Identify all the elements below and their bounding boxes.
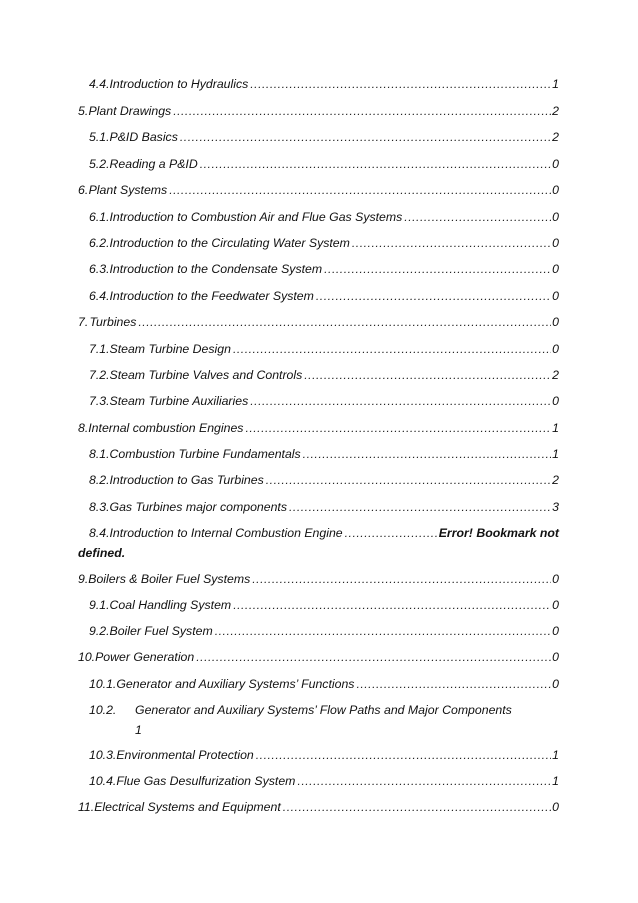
- toc-page: 0: [552, 677, 559, 691]
- toc-entry[interactable]: [78, 745, 559, 765]
- toc-leader: [138, 312, 551, 332]
- toc-page: 0: [552, 572, 559, 586]
- toc-leader: [196, 647, 551, 667]
- toc-title: Steam Turbine Valves and Controls: [109, 368, 303, 382]
- toc-page: 0: [552, 394, 559, 408]
- toc-number: 7.1.: [89, 342, 110, 356]
- toc-title: Boilers & Boiler Fuel Systems: [88, 572, 251, 586]
- toc-leader: [180, 127, 551, 147]
- toc-entry[interactable]: [78, 797, 559, 817]
- toc-page: 1: [552, 748, 559, 762]
- toc-leader: [283, 797, 551, 817]
- toc-page: 0: [552, 800, 559, 814]
- toc-entry[interactable]: [78, 259, 559, 279]
- toc-number: 10.4.: [89, 774, 117, 788]
- toc-number: 10.: [78, 650, 96, 664]
- toc-title: Plant Systems: [88, 183, 168, 197]
- toc-title: Introduction to Internal Combustion Engine: [109, 526, 343, 540]
- toc-number: 10.2.: [89, 703, 117, 717]
- toc-entry-error[interactable]: [78, 523, 559, 543]
- toc-page: 2: [552, 104, 559, 118]
- toc-page: 0: [552, 183, 559, 197]
- toc-entry[interactable]: [78, 771, 559, 791]
- toc-entry[interactable]: [78, 207, 559, 227]
- toc-title: Steam Turbine Auxiliaries: [109, 394, 249, 408]
- toc-page: 0: [552, 157, 559, 171]
- toc-number: 9.2.: [89, 624, 110, 638]
- toc-leader: [316, 286, 551, 306]
- bookmark-error-text: Error! Bookmark not: [438, 526, 559, 540]
- toc-title: Introduction to the Feedwater System: [109, 289, 314, 303]
- toc-entry[interactable]: [78, 154, 559, 174]
- toc-page: 0: [552, 342, 559, 356]
- toc-number: 6.1.: [89, 210, 110, 224]
- toc-entry[interactable]: [78, 647, 559, 667]
- toc-title: Plant Drawings: [88, 104, 172, 118]
- toc-number: 8.1.: [89, 447, 110, 461]
- toc-leader: [169, 180, 551, 200]
- toc-title: Reading a P&ID: [109, 157, 198, 171]
- toc-entry[interactable]: [78, 470, 559, 490]
- toc-leader: [352, 233, 551, 253]
- bookmark-error-continuation: defined.: [78, 546, 126, 560]
- toc-leader: [289, 497, 551, 517]
- toc-number: 8.2.: [89, 473, 110, 487]
- toc-leader: [345, 523, 438, 543]
- toc-title: Gas Turbines major components: [109, 500, 287, 514]
- toc-page: 2: [552, 473, 559, 487]
- toc-leader: [250, 391, 551, 411]
- toc-entry[interactable]: [78, 391, 559, 411]
- toc-entry[interactable]: [78, 312, 559, 332]
- toc-entry[interactable]: [78, 180, 559, 200]
- toc-number: 9.1.: [89, 598, 110, 612]
- toc-entry[interactable]: [78, 74, 559, 94]
- toc-title: Coal Handling System: [109, 598, 232, 612]
- toc-leader: [215, 621, 551, 641]
- toc-number: 6.2.: [89, 236, 110, 250]
- toc-leader: [233, 339, 551, 359]
- toc-number: 7.: [78, 315, 89, 329]
- toc-leader: [266, 470, 551, 490]
- toc-entry[interactable]: [78, 365, 559, 385]
- toc-leader: [173, 101, 551, 121]
- toc-entry[interactable]: [78, 286, 559, 306]
- toc-entry[interactable]: [78, 339, 559, 359]
- toc-leader: [297, 771, 551, 791]
- toc-number: 11.: [78, 800, 95, 814]
- toc-page: 0: [552, 210, 559, 224]
- toc-title: Power Generation: [95, 650, 195, 664]
- toc-page: 3: [552, 500, 559, 514]
- toc-title: Internal combustion Engines: [88, 421, 244, 435]
- toc-number: 6.4.: [89, 289, 110, 303]
- toc-page: 2: [552, 130, 559, 144]
- toc-leader: [324, 259, 551, 279]
- toc-leader: [303, 444, 551, 464]
- toc-entry[interactable]: [78, 233, 559, 253]
- toc-leader: [256, 745, 551, 765]
- toc-title: P&ID Basics: [109, 130, 178, 144]
- toc-leader: [304, 365, 551, 385]
- toc-number: 10.1.: [89, 677, 117, 691]
- toc-page: 0: [552, 236, 559, 250]
- toc-number: 8.4.: [89, 526, 110, 540]
- toc-title: Flue Gas Desulfurization System: [116, 774, 296, 788]
- toc-number: 5.1.: [89, 130, 110, 144]
- toc-title: Boiler Fuel System: [109, 624, 213, 638]
- toc-page: 2: [552, 368, 559, 382]
- toc-title: Generator and Auxiliary Systems’ Flow Paths and Major Components: [135, 703, 512, 717]
- toc-page: 0: [552, 289, 559, 303]
- toc-title: Introduction to the Condensate System: [109, 262, 323, 276]
- toc-title: Introduction to Gas Turbines: [109, 473, 264, 487]
- toc-entry[interactable]: [78, 674, 559, 694]
- toc-entry-wrapped[interactable]: [78, 700, 559, 720]
- toc-entry[interactable]: [78, 497, 559, 517]
- toc-title: Introduction to Combustion Air and Flue Gas Systems: [109, 210, 403, 224]
- toc-entry[interactable]: [78, 418, 559, 438]
- toc-number: 6.: [78, 183, 89, 197]
- toc-number: 9.: [78, 572, 89, 586]
- toc-leader: [200, 154, 551, 174]
- toc-title: Electrical Systems and Equipment: [94, 800, 281, 814]
- toc-page: 0: [552, 315, 559, 329]
- toc-number: 8.3.: [89, 500, 110, 514]
- toc-leader: [245, 418, 551, 438]
- toc-number: 10.3.: [89, 748, 117, 762]
- toc-entry[interactable]: [78, 569, 559, 589]
- toc-entry[interactable]: [78, 595, 559, 615]
- toc-leader: [252, 569, 551, 589]
- toc-entry[interactable]: [78, 127, 559, 147]
- toc-entry[interactable]: [78, 101, 559, 121]
- toc-page: 0: [552, 624, 559, 638]
- toc-number: 5.: [78, 104, 89, 118]
- toc-title: Steam Turbine Design: [109, 342, 231, 356]
- toc-number: 7.2.: [89, 368, 110, 382]
- toc-title: Turbines: [89, 315, 137, 329]
- toc-entry[interactable]: [78, 621, 559, 641]
- toc-title: Introduction to Hydraulics: [109, 77, 249, 91]
- toc-leader: [233, 595, 551, 615]
- toc-page: 1: [552, 774, 559, 788]
- toc-page: 1: [552, 421, 559, 435]
- toc-page: 1: [552, 447, 559, 461]
- toc-number: 4.4.: [89, 77, 110, 91]
- toc-title: Combustion Turbine Fundamentals: [109, 447, 301, 461]
- toc-title: Environmental Protection: [116, 748, 254, 762]
- toc-page-wrapped: 1: [135, 723, 142, 737]
- toc-page: 0: [552, 650, 559, 664]
- toc-leader: [404, 207, 551, 227]
- toc-leader: [356, 674, 551, 694]
- toc-number: 8.: [78, 421, 89, 435]
- toc-number: 7.3.: [89, 394, 110, 408]
- toc-page: 0: [552, 262, 559, 276]
- toc-entry[interactable]: [78, 444, 559, 464]
- toc-title: Introduction to the Circulating Water System: [109, 236, 350, 250]
- toc-page: 0: [552, 598, 559, 612]
- toc-leader: [250, 74, 551, 94]
- toc-page: 1: [552, 77, 559, 91]
- toc-title: Generator and Auxiliary Systems’ Functions: [116, 677, 355, 691]
- toc-number: 6.3.: [89, 262, 110, 276]
- toc-number: 5.2.: [89, 157, 110, 171]
